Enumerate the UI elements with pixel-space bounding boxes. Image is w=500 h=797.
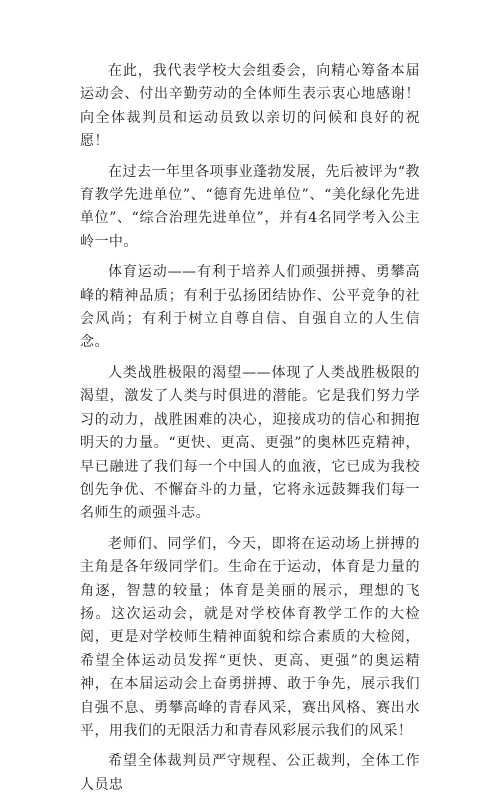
paragraph-address-referees: 希望全体裁判员严守规程、公正裁判，全体工作人员忠: [80, 753, 420, 793]
paragraph-achievements: 在过去一年里各项事业蓬勃发展，先后被评为“教育教学先进单位”、“德育先进单位”、“美化绿化先进单位”、“综合治理先进单位”，并有4名同学考入公主岭一中。: [80, 163, 420, 250]
document-body: [80, 60, 420, 797]
paragraph-sports-spirit: 人类战胜极限的渴望——体现了人类战胜极限的渴望，激发了人类与时俱进的潜能。它是我们努力学习的动力，战胜困难的决心，迎接成功的信心和拥抱明天的力量。“更快、更高、更强”的奥林匹克精神，早已融进了我们每一个中国人的血液，它已成为我校创先争优、不懈奋斗的力量，它将永远鼓舞我们每一名师生的顽强斗志。: [80, 364, 420, 522]
paragraph-gratitude: 在此，我代表学校大会组委会，向精心筹备本届运动会、付出辛勤劳动的全体师生表示衷心地感谢！向全体裁判员和运动员致以亲切的问候和良好的祝愿！: [80, 63, 420, 150]
paragraph-sports-value: 体育运动——有利于培养人们顽强拼搏、勇攀高峰的精神品质；有利于弘扬团结协作、公平竞争的社会风尚；有利于树立自尊自信、自强自立的人生信念。: [80, 264, 420, 351]
paragraph-address-athletes: 老师们、同学们，今天，即将在运动场上拼搏的主角是各年级同学们。生命在于运动，体育是力量的角逐，智慧的较量；体育是美丽的展示，理想的飞扬。这次运动会，就是对学校体育教学工作的大检阅，更是对学校师生精神面貌和综合素质的大检阅，希望全体运动员发挥“更快、更高、更强”的奥运精神，在本届运动会上奋勇拼搏、敢于争先，展示我们自强不息、勇攀高峰的青春风采，赛出风格、赛出水平，用我们的无限活力和青春风彩展示我们的风采！: [80, 535, 420, 739]
